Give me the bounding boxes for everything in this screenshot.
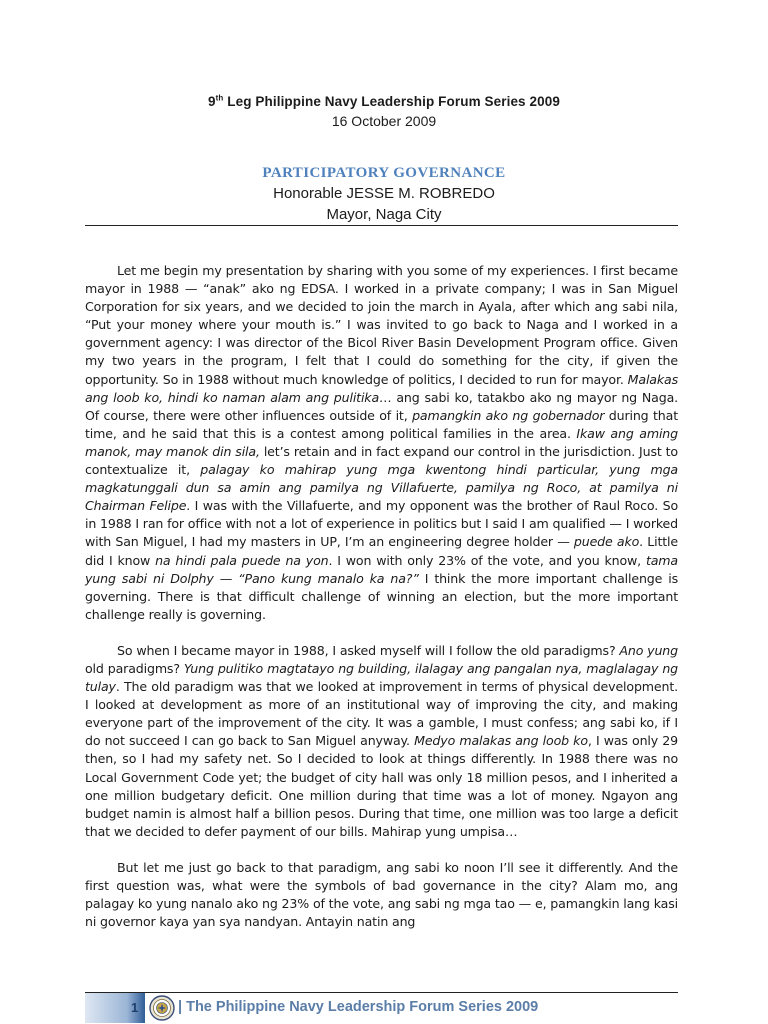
italic-text-run: puede ako xyxy=(573,534,640,550)
text-run: , I was only 29 then, so I had my safety net. So I decided to look at things differently. In 1988 there was no Local Government Code yet; the budget of city hall was only 18 million pesos, and I inherited a one million budgetary deficit. One million during that time was a lot of money. Ngayon ang budget namin is almost half a billion pesos. During that time, one million was too large a deficit that we decided to defer payment of our bills. Mahirap yung umpisa… xyxy=(85,733,678,839)
text-run: . I was with the Villafuerte, and my opponent was the brother of Raul Roco. So in 1988 I ran for office with not a lot of experience in politics but I said I am qualified — I worked with San Miguel, I had my masters in UP, I’m an engineering degree holder — xyxy=(85,498,678,550)
text-run: Let me begin my presentation by sharing with you some of my experiences. I first became mayor in 1988 — “anak” ako ng EDSA. I worked in a private company; I was in San Miguel Corporation for six years, and we decided to join the march in Ayala, after which ang sabi nila, “Put your money where your mouth is.” I was invited to go back to Naga and I worked in a government agency: I was director of the Bicol River Basin Development Program office. Given my two years in the program, I felt that I could do something for the city, if given the opportunity. So in 1988 without much knowledge of politics, I decided to run for mayor. xyxy=(85,263,678,387)
italic-text-run: Malakas ang loob ko, hindi ko naman alam ang pulitika xyxy=(85,371,678,405)
speaker-role: Mayor, Naga City xyxy=(326,206,442,223)
text-run: old paradigms? xyxy=(85,660,184,676)
body-text xyxy=(85,262,678,949)
italic-text-run: tama yung sabi ni Dolphy — “Pano kung manalo ka na?” xyxy=(85,552,678,586)
text-run: during that time, and he said that this is a contest among political families in the area. xyxy=(85,407,678,441)
paragraph-3 xyxy=(85,859,678,931)
section-title: PARTICIPATORY GOVERNANCE xyxy=(262,165,506,181)
paragraph-2 xyxy=(85,642,678,841)
header-divider xyxy=(85,225,678,226)
text-run: . I won with only 23% of the vote, and you know, xyxy=(328,552,646,568)
italic-text-run: palagay ko mahirap yung mga kwentong hindi particular, yung mga magkatunggali dun sa amin ang pamilya ng Villafuerte, pamilya ng Roco, at pamilya ni Chairman Felipe xyxy=(85,462,678,514)
text-run: . The old paradigm was that we looked at improvement in terms of physical development. I looked at development as more of an institutional way of improving the city, and making everyone part of the improvement of the city. It was a gamble, I must confess; ang sabi ko, if I do not succeed I can go back to San Miguel anyway. xyxy=(85,679,678,749)
forum-ordinal: 9 xyxy=(208,94,216,109)
text-run: let’s retain and in fact expand our control in the jurisdiction. Just to contextualize it, xyxy=(85,443,678,478)
forum-ordinal-suffix: th xyxy=(215,93,224,103)
italic-text-run: na hindi pala puede na yon xyxy=(155,552,329,568)
italic-text-run: Medyo malakas ang loob ko xyxy=(414,733,588,749)
italic-text-run: pamangkin ako ng gobernador xyxy=(412,407,605,423)
speaker-name: Honorable JESSE M. ROBREDO xyxy=(273,185,495,202)
italic-text-run: Yung pulitiko magtatayo ng building, ilalagay ang pangalan nya, maglalagay ng tulay xyxy=(85,660,679,695)
document-header xyxy=(0,93,768,131)
italic-text-run: Ikaw ang aming manok, may manok din sila, xyxy=(85,425,678,459)
title-block xyxy=(0,163,768,225)
page-number: 1 xyxy=(131,1000,139,1015)
text-run: So when I became mayor in 1988, I asked myself will I follow the old paradigms? xyxy=(117,642,620,658)
forum-title xyxy=(0,93,768,111)
text-run: But let me just go back to that paradigm, ang sabi ko noon I’ll see it differently. And the first question was, what were the symbols of bad governance in the city? Alam mo, ang palagay ko yung nanalo ako ng 23% of the vote, ang sabi ng mga tao — e, pamangkin lang kasi ni governor kaya yan sya nandyan. Antayin natin ang xyxy=(85,859,678,930)
paragraph-1 xyxy=(85,262,678,624)
text-run: . Little did I know xyxy=(85,534,678,568)
italic-text-run: Ano yung xyxy=(619,642,678,658)
forum-date: 16 October 2009 xyxy=(331,113,437,129)
text-run: I think the more important challenge is governing. There is that difficult challenge of winning an election, but the more important challenge really is governing. xyxy=(85,570,678,622)
text-run: … ang sabi ko, tatakbo ako ng mayor ng Naga. Of course, there were other influences outside of it, xyxy=(85,389,679,423)
page-footer xyxy=(85,993,678,1023)
philippine-navy-seal-icon xyxy=(149,995,175,1021)
footer-title: | The Philippine Navy Leadership Forum Series 2009 xyxy=(178,999,539,1015)
forum-title-text: Leg Philippine Navy Leadership Forum Series 2009 xyxy=(227,94,560,109)
